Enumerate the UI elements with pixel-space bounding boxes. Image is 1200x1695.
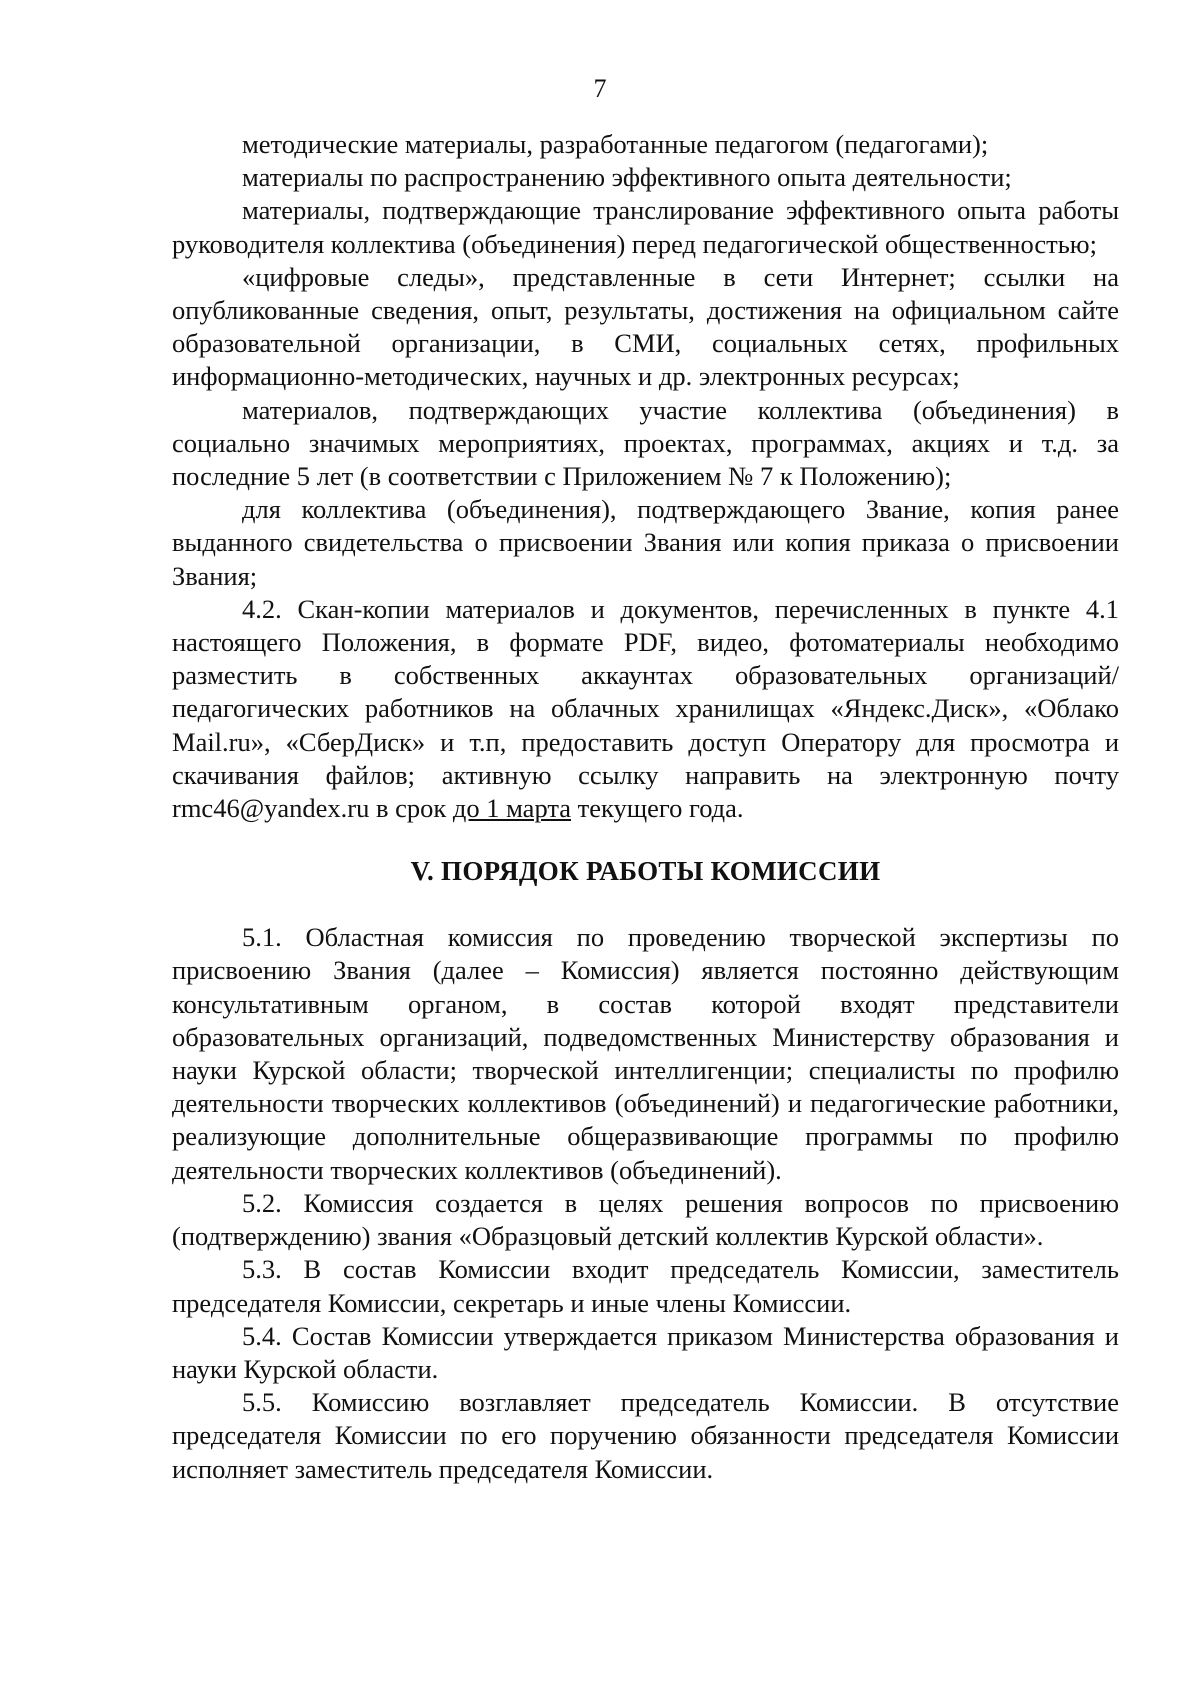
clause-5-1: 5.1. Областная комиссия по проведению творческой экспертизы по присвоению Звания (далее – Комиссия) является постоянно действующим консультативным органом, в состав которой входят представители образовательных организаций, подведомственных Министерству образования и науки Курской области; творческой интеллигенции; специалисты по профилю деятельности творческих коллективов (объединений) и педагогические работники, реализующие дополнительные общеразвивающие программы по профилю деятельности творческих коллективов (объединений). (172, 922, 1119, 1185)
clause-4-2-deadline: до 1 марта (452, 793, 572, 824)
list-item-translation-materials: материалы, подтверждающие транслирование эффективного опыта работы руководителя коллектива (объединения) перед педагогической общественностью; (172, 195, 1119, 259)
list-item-participation-materials: материалов, подтверждающих участие коллектива (объединения) в социально значимых мероприятиях, проектах, программах, акциях и т.д. за последние 5 лет (в соответствии с Приложением № 7 к Положению); (172, 394, 1119, 492)
clause-4-2-text: 4.2. Скан-копии материалов и документов, перечисленных в пункте 4.1 настоящего Положения, в формате PDF, видео, фотоматериалы необходимо разместить в собственных аккаунтах образовательных организаций/педагогических работников на облачных хранилищах «Яндекс.Диск», «Облако Mail.ru», «СберДиск» и т.п, предоставить доступ Оператору для просмотра и скачивания файлов; активную ссылку направить на электронную почту rmc46@yandex.ru в срок (172, 593, 1119, 824)
clause-5-4: 5.4. Состав Комиссии утверждается приказом Министерства образования и науки Курской области. (172, 1320, 1119, 1384)
clause-5-3: 5.3. В состав Комиссии входит председатель Комиссии, заместитель председателя Комиссии, секретарь и иные члены Комиссии. (172, 1254, 1119, 1318)
section-5-heading: V. ПОРЯДОК РАБОТЫ КОМИССИИ (410, 856, 881, 887)
list-item-certificate-copy: для коллектива (объединения), подтверждающего Звание, копия ранее выданного свидетельства о присвоении Звания или копия приказа о присвоении Звания; (172, 494, 1119, 591)
clause-5-5: 5.5. Комиссию возглавляет председатель Комиссии. В отсутствие председателя Комиссии по его поручению обязанности председателя Комиссии исполняет заместитель председателя Комиссии. (172, 1387, 1119, 1484)
clause-4-2 (172, 593, 1119, 825)
document-body (172, 128, 1119, 1486)
clause-5-2: 5.2. Комиссия создается в целях решения вопросов по присвоению (подтверждению) звания «Образцовый детский коллектив Курской области». (172, 1187, 1119, 1252)
list-item-experience-materials: материалы по распространению эффективного опыта деятельности; (242, 162, 1012, 193)
page-number: 7 (593, 74, 607, 103)
list-item-methodical-materials: методические материалы, разработанные педагогом (педагогами); (242, 129, 989, 159)
clause-4-2-ending: текущего года. (571, 793, 744, 824)
list-item-digital-traces: «цифровые следы», представленные в сети Интернет; ссылки на опубликованные сведения, опыт, результаты, достижения на официальном сайте образовательной организации, в СМИ, социальных сетях, профильных информационно-методических, научных и др. электронных ресурсах; (172, 261, 1119, 392)
